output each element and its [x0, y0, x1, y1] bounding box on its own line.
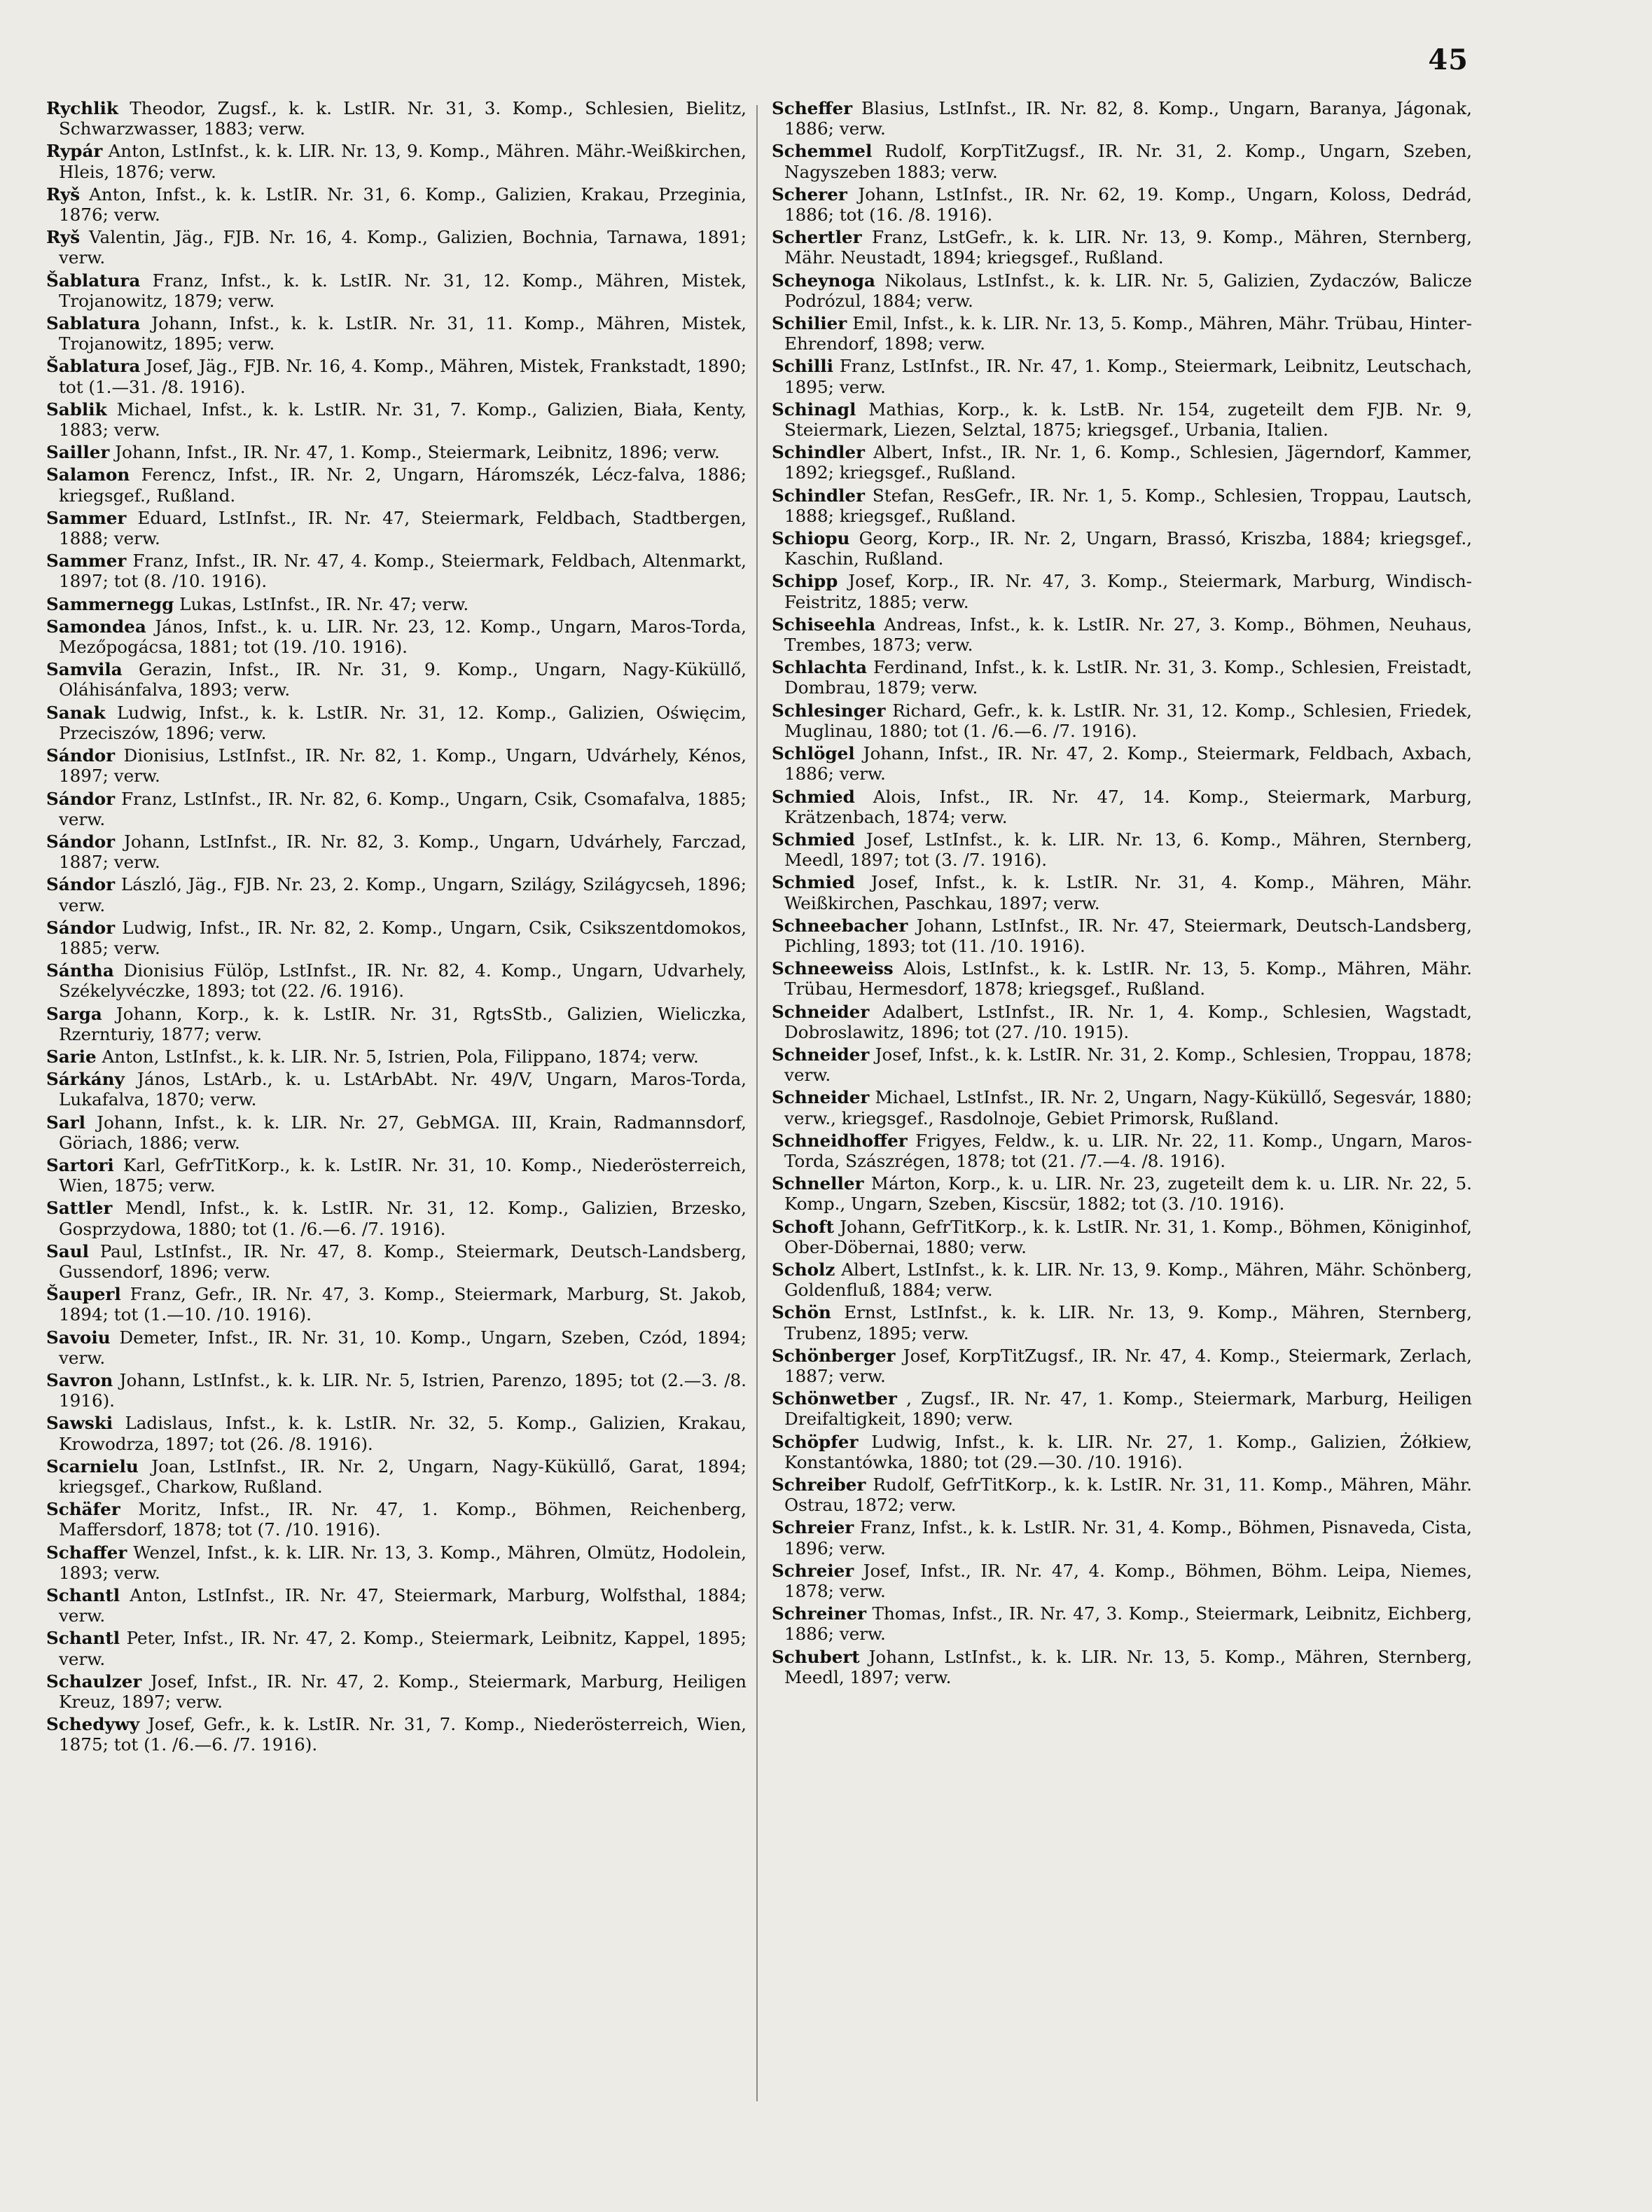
entry-surname: Sattler — [46, 1198, 113, 1219]
entry-surname: Samondea — [46, 616, 146, 637]
register-entry — [772, 442, 1472, 483]
entry-details: Johann, LstInfst., k. k. LIR. Nr. 5, Istrien, Parenzo, 1895; tot (2.—3. /8. 1916). — [59, 1369, 747, 1411]
register-entry — [46, 227, 747, 268]
register-entry — [46, 313, 747, 354]
entry-surname: Sammer — [46, 551, 127, 572]
entry-surname: Schmied — [772, 786, 855, 807]
register-entry — [772, 829, 1472, 870]
register-entry — [772, 485, 1472, 526]
register-entry — [772, 700, 1472, 741]
entry-surname: Sándor — [46, 831, 116, 852]
register-entry — [46, 356, 747, 396]
entry-details: Emil, Infst., k. k. LIR. Nr. 13, 5. Komp., Mähren, Mähr. Trübau, Hinter-Ehrendorf, 1898; verw. — [784, 313, 1472, 354]
register-entry — [46, 508, 747, 548]
entry-details: Anton, LstInfst., IR. Nr. 47, Steiermark, Marburg, Wolfsthal, 1884; verw. — [59, 1585, 747, 1626]
entry-details: Franz, LstGefr., k. k. LIR. Nr. 13, 9. Komp., Mähren, Sternberg, Mähr. Neustadt, 1894; kriegsgef., Rußland. — [784, 227, 1472, 268]
register-entry — [772, 1302, 1472, 1343]
register-entry — [772, 1561, 1472, 1601]
register-entry — [46, 745, 747, 786]
register-entry — [46, 918, 747, 958]
register-entry — [46, 1671, 747, 1712]
entry-details: Wenzel, Infst., k. k. LIR. Nr. 13, 3. Komp., Mähren, Olmütz, Hodolein, 1893; verw. — [59, 1542, 747, 1583]
entry-surname: Sándor — [46, 745, 116, 766]
entry-details: Dionisius Fülöp, LstInfst., IR. Nr. 82, 4. Komp., Ungarn, Udvarhely, Székelyvéczke, 1893; tot (22. /6. 1916). — [59, 960, 747, 1002]
register-entry — [772, 915, 1472, 956]
entry-details: Josef, Infst., IR. Nr. 47, 4. Komp., Böhmen, Böhm. Leipa, Niemes, 1878; verw. — [784, 1560, 1472, 1602]
register-entry — [772, 614, 1472, 655]
entry-details: Ladislaus, Infst., k. k. LstIR. Nr. 32, 5. Komp., Galizien, Krakau, Krowodrza, 1897; tot (26. /8. 1916). — [59, 1413, 747, 1454]
register-entry — [46, 1198, 747, 1238]
register-entry — [46, 831, 747, 872]
entry-surname: Schoft — [772, 1216, 834, 1237]
entry-details: Theodor, Zugsf., k. k. LstIR. Nr. 31, 3. Komp., Schlesien, Bielitz, Schwarzwasser, 1883; verw. — [59, 98, 747, 139]
entry-surname: Schneller — [772, 1173, 864, 1194]
entry-details: Johann, Infst., k. k. LIR. Nr. 27, GebMGA. III, Krain, Radmannsdorf, Göriach, 1886; verw. — [59, 1112, 747, 1153]
register-entry — [46, 1542, 747, 1583]
entry-details: , Zugsf., IR. Nr. 47, 1. Komp., Steiermark, Marburg, Heiligen Dreifaltigkeit, 1890; verw. — [784, 1388, 1472, 1430]
entry-surname: Salamon — [46, 464, 130, 485]
entry-details: Franz, Infst., IR. Nr. 47, 4. Komp., Steiermark, Feldbach, Altenmarkt, 1897; tot (8. /10. 1916). — [59, 551, 747, 592]
entry-details: Johann, LstInfst., IR. Nr. 62, 19. Komp., Ungarn, Koloss, Dedrád, 1886; tot (16. /8. 1916). — [784, 184, 1472, 226]
entry-surname: Sailler — [46, 442, 110, 463]
entry-details: Johann, Infst., k. k. LstIR. Nr. 31, 11. Komp., Mähren, Mistek, Trojanowitz, 1895; verw. — [59, 313, 747, 354]
entry-details: Franz, LstInfst., IR. Nr. 47, 1. Komp., Steiermark, Leibnitz, Leutschach, 1895; verw. — [784, 356, 1472, 397]
register-entry — [46, 960, 747, 1001]
entry-surname: Sablik — [46, 399, 107, 420]
register-entry — [46, 1155, 747, 1196]
entry-surname: Sarga — [46, 1003, 102, 1024]
entry-details: Josef, Infst., k. k. LstIR. Nr. 31, 2. Komp., Schlesien, Troppau, 1878; verw. — [784, 1044, 1472, 1086]
entry-details: Frigyes, Feldw., k. u. LIR. Nr. 22, 11. Komp., Ungarn, Maros-Torda, Szászrégen, 1878; tot (21. /7.—4. /8. 1916). — [784, 1130, 1472, 1171]
entry-surname: Sartori — [46, 1154, 114, 1175]
entry-details: Nikolaus, LstInfst., k. k. LIR. Nr. 5, Galizien, Zydaczów, Balicze Podrózul, 1884; verw. — [784, 270, 1472, 311]
entry-surname: Sarl — [46, 1112, 85, 1133]
entry-details: Josef, Infst., k. k. LstIR. Nr. 31, 4. Komp., Mähren, Mähr. Weißkirchen, Paschkau, 1897; verw. — [784, 872, 1472, 913]
entry-details: László, Jäg., FJB. Nr. 23, 2. Komp., Ungarn, Szilágy, Szilágycseh, 1896; verw. — [59, 874, 747, 915]
entry-surname: Rychlik — [46, 98, 118, 118]
entry-details: Georg, Korp., IR. Nr. 2, Ungarn, Brassó, Kriszba, 1884; kriegsgef., Kaschin, Rußland. — [784, 528, 1472, 569]
register-entry — [772, 1259, 1472, 1300]
register-entry — [772, 1517, 1472, 1558]
entry-surname: Schneidhoffer — [772, 1130, 908, 1151]
entry-details: Johann, LstInfst., k. k. LIR. Nr. 13, 5. Komp., Mähren, Sternberg, Meedl, 1897; verw. — [784, 1646, 1472, 1687]
register-entry — [772, 787, 1472, 827]
entry-details: Ernst, LstInfst., k. k. LIR. Nr. 13, 9. Komp., Mähren, Sternberg, Trubenz, 1895; verw. — [784, 1302, 1472, 1343]
register-entry — [772, 270, 1472, 311]
register-entry — [772, 1002, 1472, 1042]
entry-details: Karl, GefrTitKorp., k. k. LstIR. Nr. 31, 10. Komp., Niederösterreich, Wien, 1875; verw. — [59, 1154, 747, 1196]
entry-details: Josef, Infst., IR. Nr. 47, 2. Komp., Steiermark, Marburg, Heiligen Kreuz, 1897; verw. — [59, 1671, 747, 1713]
register-entry — [772, 141, 1472, 181]
right-column — [772, 98, 1472, 2192]
register-entry — [46, 98, 747, 139]
register-entry — [46, 442, 747, 462]
entry-surname: Schreiner — [772, 1603, 867, 1624]
entry-details: Ludwig, Infst., k. k. LstIR. Nr. 31, 12. Komp., Galizien, Oświęcim, Przeciszów, 1896; verw. — [59, 702, 747, 743]
entry-details: Michael, Infst., k. k. LstIR. Nr. 31, 7. Komp., Galizien, Biała, Kenty, 1883; verw. — [59, 399, 747, 441]
register-entry — [46, 1241, 747, 1282]
entry-details: Anton, LstInfst., k. k. LIR. Nr. 13, 9. Komp., Mähren. Mähr.-Weißkirchen, Hleis, 1876; verw. — [59, 141, 747, 182]
entry-surname: Schertler — [772, 227, 862, 248]
register-entry — [46, 1370, 747, 1411]
register-entry — [46, 270, 747, 311]
entry-details: Demeter, Infst., IR. Nr. 31, 10. Komp., Ungarn, Szeben, Czód, 1894; verw. — [59, 1327, 747, 1368]
entry-surname: Schönberger — [772, 1345, 896, 1366]
column-divider — [756, 105, 758, 2101]
entry-details: János, Infst., k. u. LIR. Nr. 23, 12. Komp., Ungarn, Maros-Torda, Mezőpogácsa, 1881; tot (19. /10. 1916). — [59, 616, 747, 658]
entry-surname: Schreier — [772, 1560, 854, 1581]
entry-details: Johann, Infst., IR. Nr. 47, 2. Komp., Steiermark, Feldbach, Axbach, 1886; verw. — [784, 743, 1472, 784]
entry-surname: Rypár — [46, 141, 103, 162]
entry-surname: Schubert — [772, 1646, 860, 1667]
entry-surname: Sándor — [46, 917, 116, 938]
entry-details: Johann, GefrTitKorp., k. k. LstIR. Nr. 31, 1. Komp., Böhmen, Königinhof, Ober-Döbernai, 1880; verw. — [784, 1216, 1472, 1257]
entry-surname: Scheffer — [772, 98, 853, 118]
entry-surname: Schlachta — [772, 657, 868, 678]
entry-surname: Schindler — [772, 442, 865, 463]
entry-details: Joan, LstInfst., IR. Nr. 2, Ungarn, Nagy-Küküllő, Garat, 1894; kriegsgef., Charkow, Rußland. — [59, 1456, 747, 1497]
register-entry — [772, 313, 1472, 354]
entry-surname: Sándor — [46, 874, 116, 895]
entry-details: Albert, LstInfst., k. k. LIR. Nr. 13, 9. Komp., Mähren, Mähr. Schönberg, Goldenfluß, 1884; verw. — [784, 1259, 1472, 1301]
entry-surname: Scheynoga — [772, 270, 875, 291]
entry-details: Franz, Gefr., IR. Nr. 47, 3. Komp., Steiermark, Marburg, St. Jakob, 1894; tot (1.—10. /10. 1916). — [59, 1284, 747, 1325]
register-entry — [772, 227, 1472, 268]
entry-surname: Scherer — [772, 184, 847, 205]
register-entry — [46, 1628, 747, 1668]
entry-surname: Schipp — [772, 571, 838, 592]
register-entry — [772, 1603, 1472, 1644]
register-entry — [46, 399, 747, 440]
register-entry — [772, 98, 1472, 139]
entry-surname: Schön — [772, 1302, 831, 1323]
entry-details: Peter, Infst., IR. Nr. 47, 2. Komp., Steiermark, Leibnitz, Kappel, 1895; verw. — [59, 1628, 747, 1669]
register-entry — [772, 1044, 1472, 1085]
register-entry — [772, 1388, 1472, 1429]
entry-details: Michael, LstInfst., IR. Nr. 2, Ungarn, Nagy-Küküllő, Segesvár, 1880; verw., kriegsgef., Rasdolnoje, Gebiet Primorsk, Rußland. — [784, 1087, 1472, 1128]
register-entry — [46, 464, 747, 505]
register-entry — [46, 616, 747, 657]
entry-details: Dionisius, LstInfst., IR. Nr. 82, 1. Komp., Ungarn, Udvárhely, Kénos, 1897; verw. — [59, 745, 747, 787]
entry-details: Márton, Korp., k. u. LIR. Nr. 23, zugeteilt dem k. u. LIR. Nr. 22, 5. Komp., Ungarn, Szeben, Kiscsür, 1882; tot (3. /10. 1916). — [784, 1173, 1472, 1215]
entry-details: János, LstArb., k. u. LstArbAbt. Nr. 49/V, Ungarn, Maros-Torda, Lukafalva, 1870; verw. — [59, 1069, 747, 1110]
entry-surname: Sawski — [46, 1413, 113, 1434]
entry-details: Josef, Gefr., k. k. LstIR. Nr. 31, 7. Komp., Niederösterreich, Wien, 1875; tot (1. /6.—6. /7. 1916). — [59, 1714, 747, 1755]
entry-surname: Schilier — [772, 313, 847, 334]
entry-surname: Schinagl — [772, 399, 856, 420]
register-entry — [772, 528, 1472, 569]
register-entry — [772, 1173, 1472, 1214]
entry-surname: Šablatura — [46, 270, 141, 291]
entry-surname: Schmied — [772, 872, 855, 893]
register-entry — [772, 1087, 1472, 1128]
register-entry — [772, 399, 1472, 440]
register-entry — [772, 958, 1472, 999]
entry-details: Alois, Infst., IR. Nr. 47, 14. Komp., Steiermark, Marburg, Krätzenbach, 1874; verw. — [784, 786, 1472, 827]
entry-surname: Ryš — [46, 227, 81, 248]
entry-surname: Schneebacher — [772, 915, 908, 936]
entry-surname: Schlesinger — [772, 700, 886, 721]
entry-surname: Schantl — [46, 1628, 120, 1649]
entry-details: Franz, Infst., k. k. LstIR. Nr. 31, 4. Komp., Böhmen, Pisnaveda, Cista, 1896; verw. — [784, 1517, 1472, 1558]
entry-details: Ludwig, Infst., IR. Nr. 82, 2. Komp., Ungarn, Csik, Csikszentdomokos, 1885; verw. — [59, 917, 747, 958]
register-entry — [772, 1131, 1472, 1171]
register-entry — [46, 1714, 747, 1755]
entry-surname: Ryš — [46, 184, 81, 205]
register-entry — [46, 1004, 747, 1044]
register-entry — [46, 789, 747, 829]
entry-surname: Schneeweiss — [772, 958, 894, 979]
entry-details: Rudolf, KorpTitZugsf., IR. Nr. 31, 2. Komp., Ungarn, Szeben, Nagyszeben 1883; verw. — [784, 141, 1472, 182]
entry-details: Andreas, Infst., k. k. LstIR. Nr. 27, 3. Komp., Böhmen, Neuhaus, Trembes, 1873; verw. — [784, 614, 1472, 656]
entry-surname: Sántha — [46, 960, 114, 981]
entry-surname: Schneider — [772, 1087, 870, 1108]
entry-surname: Sablatura — [46, 313, 141, 334]
register-entry — [46, 1456, 747, 1497]
entry-details: Ludwig, Infst., k. k. LIR. Nr. 27, 1. Komp., Galizien, Żółkiew, Konstantówka, 1880; tot (29.—30. /10. 1916). — [784, 1431, 1472, 1472]
entry-surname: Schantl — [46, 1585, 120, 1606]
register-entry — [772, 184, 1472, 225]
entry-surname: Schlögel — [772, 743, 855, 764]
entry-surname: Šauperl — [46, 1284, 121, 1305]
entry-surname: Schöpfer — [772, 1431, 859, 1452]
entry-surname: Schönwetber — [772, 1388, 897, 1409]
entry-surname: Savoiu — [46, 1327, 111, 1348]
register-entry — [772, 1217, 1472, 1257]
entry-surname: Schreiber — [772, 1474, 866, 1495]
entry-surname: Saul — [46, 1240, 89, 1261]
entry-surname: Schiseehla — [772, 614, 876, 635]
register-entry — [46, 1046, 747, 1067]
register-entry — [46, 703, 747, 743]
entry-surname: Šablatura — [46, 356, 141, 377]
register-entry — [46, 1112, 747, 1153]
entry-details: Ferdinand, Infst., k. k. LstIR. Nr. 31, 3. Komp., Schlesien, Freistadt, Dombrau, 1879; verw. — [784, 657, 1472, 698]
left-column — [46, 98, 747, 2192]
entry-details: Alois, LstInfst., k. k. LstIR. Nr. 13, 5. Komp., Mähren, Mähr. Trübau, Hermesdorf, 1878; kriegsgef., Rußland. — [784, 958, 1472, 1000]
entry-details: Johann, LstInfst., IR. Nr. 82, 3. Komp., Ungarn, Udvárhely, Farczad, 1887; verw. — [59, 831, 747, 873]
entry-details: Adalbert, LstInfst., IR. Nr. 1, 4. Komp., Schlesien, Wagstadt, Dobroslawitz, 1896; tot (27. /10. 1915). — [784, 1001, 1472, 1042]
register-entry — [772, 571, 1472, 611]
register-entry — [772, 743, 1472, 784]
register-entry — [772, 1647, 1472, 1687]
entry-details: Johann, Infst., IR. Nr. 47, 1. Komp., Steiermark, Leibnitz, 1896; verw. — [115, 442, 720, 463]
entry-surname: Scholz — [772, 1259, 835, 1280]
entry-details: Franz, LstInfst., IR. Nr. 82, 6. Komp., Ungarn, Csik, Csomafalva, 1885; verw. — [59, 788, 747, 829]
register-entry — [46, 551, 747, 591]
register-entry — [46, 1413, 747, 1453]
entry-surname: Schilli — [772, 356, 833, 377]
entry-surname: Schreier — [772, 1517, 854, 1538]
entry-surname: Schedywy — [46, 1714, 140, 1735]
page-number: 45 — [1428, 43, 1469, 76]
register-entry — [46, 659, 747, 700]
entry-surname: Schmied — [772, 829, 855, 850]
entry-surname: Scarnielu — [46, 1456, 139, 1477]
entry-surname: Sárkány — [46, 1069, 125, 1090]
entry-details: Blasius, LstInfst., IR. Nr. 82, 8. Komp., Ungarn, Baranya, Jágonak, 1886; verw. — [784, 98, 1472, 139]
entry-details: Richard, Gefr., k. k. LstIR. Nr. 31, 12. Komp., Schlesien, Friedek, Muglinau, 1880; tot (1. /6.—6. /7. 1916). — [784, 700, 1472, 741]
entry-details: Thomas, Infst., IR. Nr. 47, 3. Komp., Steiermark, Leibnitz, Eichberg, 1886; verw. — [784, 1603, 1472, 1645]
entry-details: Josef, LstInfst., k. k. LIR. Nr. 13, 6. Komp., Mähren, Sternberg, Meedl, 1897; tot (3. /7. 1916). — [784, 829, 1472, 871]
entry-surname: Sammer — [46, 507, 127, 528]
entry-surname: Sándor — [46, 788, 116, 809]
entry-details: Albert, Infst., IR. Nr. 1, 6. Komp., Schlesien, Jägerndorf, Kammer, 1892; kriegsgef., Rußland. — [784, 442, 1472, 483]
entry-details: Josef, Korp., IR. Nr. 47, 3. Komp., Steiermark, Marburg, Windisch-Feistritz, 1885; verw. — [784, 571, 1472, 612]
register-entry — [46, 874, 747, 915]
entry-details: Ferencz, Infst., IR. Nr. 2, Ungarn, Háromszék, Lécz-falva, 1886; kriegsgef., Rußland. — [59, 464, 747, 506]
register-entry — [46, 594, 747, 614]
entry-surname: Schaulzer — [46, 1671, 142, 1692]
entry-surname: Schiopu — [772, 528, 850, 549]
entry-details: Rudolf, GefrTitKorp., k. k. LstIR. Nr. 31, 11. Komp., Mähren, Mähr. Ostrau, 1872; verw. — [784, 1474, 1472, 1516]
entry-surname: Schäfer — [46, 1499, 120, 1520]
entry-details: Mathias, Korp., k. k. LstB. Nr. 154, zugeteilt dem FJB. Nr. 9, Steiermark, Liezen, Selztal, 1875; kriegsgef., Urbania, Italien. — [784, 399, 1472, 441]
register-entry — [772, 657, 1472, 698]
register-entry — [46, 184, 747, 225]
entry-surname: Schneider — [772, 1044, 870, 1065]
entry-surname: Sammernegg — [46, 593, 174, 614]
entry-details: Johann, LstInfst., IR. Nr. 47, Steiermark, Deutsch-Landsberg, Pichling, 1893; tot (11. /10. 1916). — [784, 915, 1472, 956]
entry-details: Valentin, Jäg., FJB. Nr. 16, 4. Komp., Galizien, Bochnia, Tarnawa, 1891; verw. — [59, 227, 747, 268]
register-entry — [772, 1346, 1472, 1386]
register-entry — [46, 1585, 747, 1626]
entry-details: Anton, Infst., k. k. LstIR. Nr. 31, 6. Komp., Galizien, Krakau, Przeginia, 1876; verw. — [59, 184, 747, 226]
entry-details: Stefan, ResGefr., IR. Nr. 1, 5. Komp., Schlesien, Troppau, Lautsch, 1888; kriegsgef., Rußland. — [784, 485, 1472, 526]
register-entry — [46, 1284, 747, 1325]
entry-details: Moritz, Infst., IR. Nr. 47, 1. Komp., Böhmen, Reichenberg, Maffersdorf, 1878; tot (7. /10. 1916). — [59, 1499, 747, 1540]
entry-details: Johann, Korp., k. k. LstIR. Nr. 31, RgtsStb., Galizien, Wieliczka, Rzernturiy, 1877; verw. — [59, 1003, 747, 1044]
register-entry — [772, 356, 1472, 396]
register-entry — [46, 1499, 747, 1540]
register-entry — [772, 872, 1472, 913]
entry-details: Josef, KorpTitZugsf., IR. Nr. 47, 4. Komp., Steiermark, Zerlach, 1887; verw. — [784, 1345, 1472, 1386]
entry-surname: Samvila — [46, 659, 123, 680]
entry-details: Paul, LstInfst., IR. Nr. 47, 8. Komp., Steiermark, Deutsch-Landsberg, Gussendorf, 1896; verw. — [59, 1240, 747, 1282]
register-entry — [46, 1069, 747, 1110]
entry-details: Lukas, LstInfst., IR. Nr. 47; verw. — [179, 593, 469, 614]
entry-surname: Sanak — [46, 702, 106, 723]
register-entry — [46, 141, 747, 181]
entry-surname: Schemmel — [772, 141, 873, 162]
entry-details: Eduard, LstInfst., IR. Nr. 47, Steiermark, Feldbach, Stadtbergen, 1888; verw. — [59, 507, 747, 549]
entry-surname: Schindler — [772, 485, 865, 506]
entry-details: Anton, LstInfst., k. k. LIR. Nr. 5, Istrien, Pola, Filippano, 1874; verw. — [102, 1046, 699, 1067]
register-entry — [46, 1327, 747, 1368]
entry-details: Mendl, Infst., k. k. LstIR. Nr. 31, 12. Komp., Galizien, Brzesko, Gosprzydowa, 1880; tot (1. /6.—6. /7. 1916). — [59, 1198, 747, 1239]
register-entry — [772, 1432, 1472, 1472]
entry-surname: Savron — [46, 1369, 113, 1390]
entry-surname: Schaffer — [46, 1542, 127, 1563]
entry-surname: Schneider — [772, 1001, 870, 1022]
entry-details: Franz, Infst., k. k. LstIR. Nr. 31, 12. Komp., Mähren, Mistek, Trojanowitz, 1879; verw. — [59, 270, 747, 311]
register-entry — [772, 1474, 1472, 1515]
entry-details: Josef, Jäg., FJB. Nr. 16, 4. Komp., Mähren, Mistek, Frankstadt, 1890; tot (1.—31. /8. 1916). — [59, 356, 747, 397]
entry-details: Gerazin, Infst., IR. Nr. 31, 9. Komp., Ungarn, Nagy-Küküllő, Oláhisánfalva, 1893; verw. — [59, 659, 747, 700]
entry-surname: Sarie — [46, 1046, 97, 1067]
